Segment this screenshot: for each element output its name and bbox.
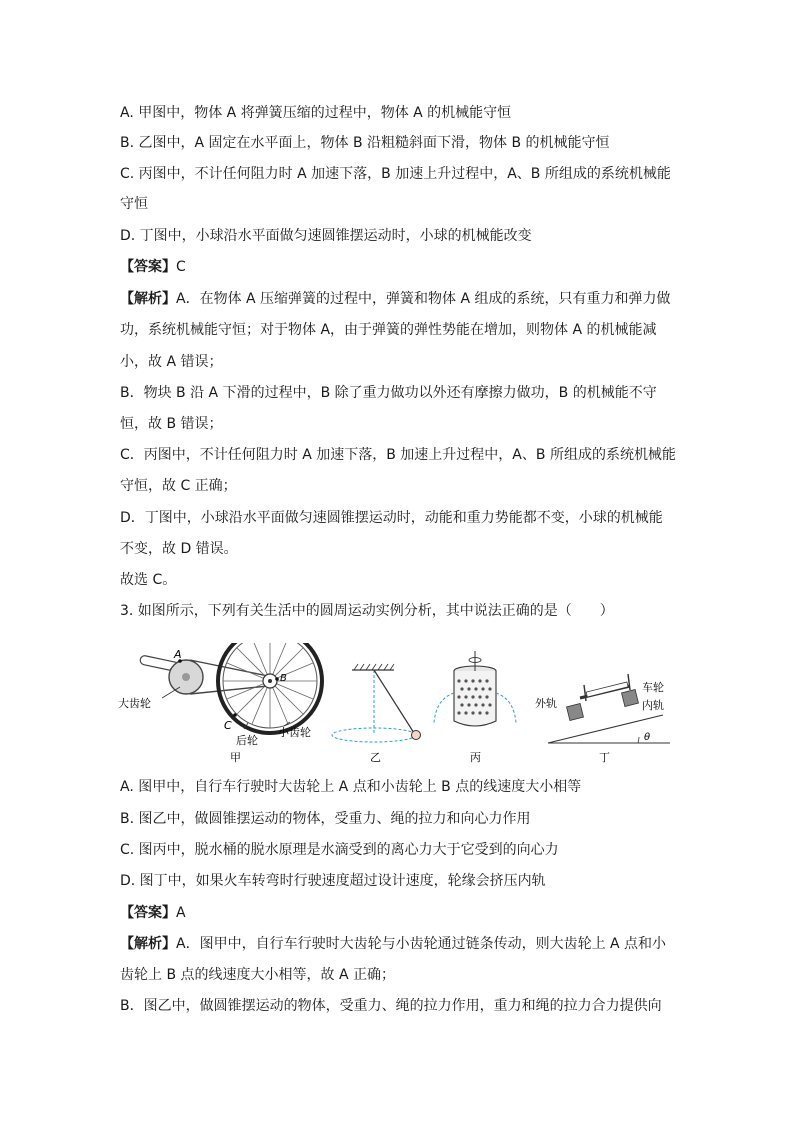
theta-label: θ xyxy=(644,732,651,743)
point-c-label: C xyxy=(224,719,232,732)
small-gear-label: 小齿轮 xyxy=(278,726,311,739)
conical-pendulum-figure xyxy=(332,664,421,764)
caption-yi: 乙 xyxy=(370,751,381,764)
q2-analysis-line: 小，故 A 错误； xyxy=(120,354,223,370)
answer-value: C xyxy=(176,259,186,275)
q2-option-b: B. 乙图中，A 固定在水平面上，物体 B 沿粗糙斜面下滑，物体 B 的机械能守恒 xyxy=(120,135,610,151)
point-b-label: B xyxy=(280,673,287,684)
q3-stem: 3. 如图所示，下列有关生活中的圆周运动实例分析，其中说法正确的是（ ） xyxy=(120,603,614,619)
spin-dryer-figure xyxy=(434,651,516,764)
analysis-label: 【解析】 xyxy=(120,936,176,952)
q2-option-c-cont: 守恒 xyxy=(120,196,148,212)
banked-rail-figure xyxy=(535,674,670,764)
answer-value: A xyxy=(176,905,186,921)
q2-analysis-line: B．物块 B 沿 A 下滑的过程中，B 除了重力做功以外还有摩擦力做功，B 的机械能不守 xyxy=(120,385,657,401)
q2-analysis-line: 【解析】A．在物体 A 压缩弹簧的过程中，弹簧和物体 A 组成的系统，只有重力和弹力做 xyxy=(120,291,671,307)
q3-figure xyxy=(118,643,678,768)
big-gear-label: 大齿轮 xyxy=(118,697,151,710)
q3-option-a: A. 图甲中，自行车行驶时大齿轮上 A 点和小齿轮上 B 点的线速度大小相等 xyxy=(120,779,582,795)
bicycle-figure xyxy=(118,643,322,764)
wheel-label: 车轮 xyxy=(642,681,664,694)
q2-option-d: D. 丁图中，小球沿水平面做匀速圆锥摆运动时，小球的机械能改变 xyxy=(120,228,532,244)
q3-answer xyxy=(120,903,680,923)
q2-option-c: C. 丙图中，不计任何阻力时 A 加速下落，B 加速上升过程中，A、B 所组成的系统机械能 xyxy=(120,166,671,182)
caption-jia: 甲 xyxy=(230,751,241,764)
q3-analysis-line: B．图乙中，做圆锥摆运动的物体，受重力、绳的拉力作用，重力和绳的拉力合力提供向 xyxy=(120,998,662,1014)
q2-analysis-line: C．丙图中，不计任何阻力时 A 加速下落，B 加速上升过程中，A、B 所组成的系统机械能 xyxy=(120,447,676,463)
outer-rail-label: 外轨 xyxy=(535,697,557,710)
q2-analysis-line: 恒，故 B 错误； xyxy=(120,416,223,432)
q2-conclusion: 故选 C。 xyxy=(120,572,177,588)
point-a-label: A xyxy=(174,648,182,661)
q2-answer xyxy=(120,257,680,277)
caption-ding: 丁 xyxy=(599,751,610,764)
q2-analysis-line: 不变，故 D 错误。 xyxy=(120,541,238,557)
analysis-label: 【解析】 xyxy=(120,291,176,307)
caption-bing: 丙 xyxy=(470,751,481,764)
inner-rail-label: 内轨 xyxy=(642,699,664,712)
rear-wheel-label: 后轮 xyxy=(236,734,258,747)
q3-analysis-line: 齿轮上 B 点的线速度大小相等，故 A 正确； xyxy=(120,967,395,983)
q3-option-d: D. 图丁中，如果火车转弯时行驶速度超过设计速度，轮缘会挤压内轨 xyxy=(120,873,546,889)
q3-analysis-line: 【解析】A．图甲中，自行车行驶时大齿轮与小齿轮通过链条传动，则大齿轮上 A 点和小 xyxy=(120,936,667,952)
q3-option-b: B. 图乙中，做圆锥摆运动的物体，受重力、绳的拉力和向心力作用 xyxy=(120,811,531,827)
q3-option-c: C. 图丙中，脱水桶的脱水原理是水滴受到的离心力大于它受到的向心力 xyxy=(120,842,559,858)
q2-analysis-line: D．丁图中，小球沿水平面做匀速圆锥摆运动时，动能和重力势能都不变，小球的机械能 xyxy=(120,510,663,526)
q2-analysis-line: 功，系统机械能守恒；对于物体 A，由于弹簧的弹性势能在增加，则物体 A 的机械能减 xyxy=(120,322,657,338)
answer-label: 【答案】 xyxy=(120,259,176,275)
q2-analysis-line: 守恒，故 C 正确； xyxy=(120,478,237,494)
answer-label: 【答案】 xyxy=(120,905,176,921)
q2-option-a: A. 甲图中，物体 A 将弹簧压缩的过程中，物体 A 的机械能守恒 xyxy=(120,105,512,121)
